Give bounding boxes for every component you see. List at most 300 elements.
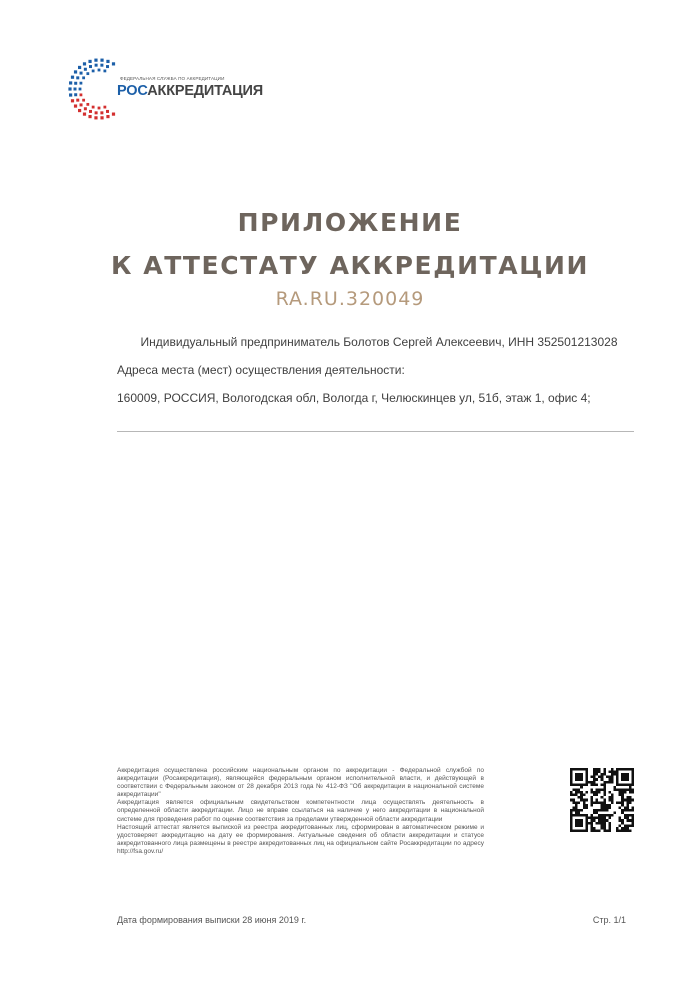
page-number: Стр. 1/1	[592, 915, 626, 925]
qr-module	[621, 809, 624, 812]
qr-module	[596, 783, 599, 786]
qr-module	[619, 817, 622, 820]
qr-module	[606, 809, 609, 812]
qr-module	[598, 791, 601, 794]
emblem-dot	[94, 59, 97, 62]
emblem-dot	[103, 106, 106, 109]
qr-module	[603, 786, 606, 789]
qr-module	[580, 786, 583, 789]
qr-module	[603, 804, 606, 807]
qr-module	[596, 768, 599, 771]
qr-module	[585, 806, 588, 809]
qr-module	[629, 796, 632, 799]
qr-module	[601, 827, 604, 830]
qr-module	[603, 771, 606, 774]
qr-module	[606, 804, 609, 807]
qr-module	[624, 827, 627, 830]
emblem-dot	[69, 81, 72, 84]
qr-module	[614, 812, 617, 815]
qr-module	[624, 799, 627, 802]
qr-module	[606, 814, 609, 817]
emblem-dot	[103, 70, 106, 73]
qr-module	[611, 799, 614, 802]
qr-module	[603, 806, 606, 809]
qr-module	[626, 827, 629, 830]
qr-module	[593, 776, 596, 779]
qr-module	[570, 794, 573, 797]
qr-module	[596, 809, 599, 812]
emblem-dot	[83, 113, 86, 116]
qr-module	[580, 794, 583, 797]
qr-module	[611, 794, 614, 797]
qr-module	[601, 776, 604, 779]
qr-module	[626, 788, 629, 791]
qr-module	[621, 799, 624, 802]
qr-module	[585, 804, 588, 807]
qr-module	[631, 799, 634, 802]
logo-brand-accent: РОС	[117, 83, 148, 99]
qr-module	[629, 824, 632, 827]
emblem-dot	[78, 66, 81, 69]
qr-module	[593, 809, 596, 812]
qr-module	[603, 801, 606, 804]
qr-module	[619, 829, 622, 832]
footer-note-paragraph: Аккредитация является официальным свидетельством компетентности лица осуществлять деятельность в определенной области аккредитации. Лицо не вправе ссылаться на наличие у него аккредитации в национальной системе для проведения работ по оценке соответствия за пределами утвержденной области аккредитации	[117, 799, 484, 823]
qr-module	[601, 824, 604, 827]
qr-module	[590, 783, 593, 786]
extract-date: Дата формирования выписки 28 июня 2019 г.	[117, 915, 307, 925]
qr-module	[603, 822, 606, 825]
qr-module	[580, 799, 583, 802]
qr-module	[626, 809, 629, 812]
qr-module	[616, 829, 619, 832]
qr-module	[601, 788, 604, 791]
qr-module	[606, 781, 609, 784]
qr-module	[603, 783, 606, 786]
qr-module	[575, 801, 578, 804]
qr-module	[624, 817, 627, 820]
qr-module	[583, 794, 586, 797]
organization-name: Индивидуальный предприниматель Болотов Сергей Алексеевич, ИНН 352501213028	[140, 335, 618, 349]
emblem-dot	[84, 68, 87, 71]
qr-module	[603, 788, 606, 791]
qr-module	[608, 778, 611, 781]
qr-module	[575, 773, 583, 781]
qr-module	[596, 822, 599, 825]
qr-module	[601, 814, 604, 817]
qr-module	[611, 781, 614, 784]
qr-module	[614, 771, 617, 774]
qr-module	[575, 804, 578, 807]
emblem-dot	[79, 88, 82, 91]
qr-module	[575, 794, 578, 797]
qr-module	[616, 827, 619, 830]
qr-module	[603, 827, 606, 830]
qr-module	[590, 804, 593, 807]
footer-note-paragraph: Настоящий аттестат является выпиской из реестра аккредитованных лиц, сформирован в автоматическом режиме и удостоверяет аккредитацию на дату ее формирования. Актуальные сведения об области аккредитации и статусе аккредитованного лица размещены в реестре аккредитованных лиц на официальном сайте Росаккредитации по адресу http://fsa.gov.ru/	[117, 823, 484, 855]
qr-module	[583, 801, 586, 804]
emblem-dot	[80, 93, 83, 96]
emblem-dot	[106, 110, 109, 113]
qr-module	[578, 812, 581, 815]
qr-module	[608, 791, 611, 794]
footer-note-paragraph: Аккредитация осуществлена российским национальным органом по аккредитации - Федеральной службой по аккредитации (Росаккредитация), являющейся федеральным органом исполнительной власти, и действующей в соответствии с Федеральным законом от 28 декабря 2013 года № 412-ФЗ "Об аккредитации в национальной системе аккредитации"	[117, 767, 484, 799]
emblem-dot	[82, 76, 85, 79]
qr-module	[573, 801, 576, 804]
qr-module	[608, 814, 611, 817]
qr-module	[596, 829, 599, 832]
qr-module	[631, 788, 634, 791]
emblem-dot	[112, 113, 115, 116]
qr-module	[606, 829, 609, 832]
qr-module	[619, 791, 622, 794]
emblem-dot	[100, 64, 103, 67]
logo-brand-rest: АККРЕДИТАЦИЯ	[147, 83, 263, 99]
qr-module	[611, 768, 614, 771]
emblem-dot	[78, 109, 81, 112]
qr-module	[631, 814, 634, 817]
qr-module	[598, 822, 601, 825]
emblem-dot	[106, 65, 109, 68]
qr-module	[570, 809, 573, 812]
qr-module	[575, 788, 578, 791]
qr-module	[624, 824, 627, 827]
qr-code-icon	[570, 768, 634, 832]
qr-module	[629, 801, 632, 804]
qr-module	[573, 809, 576, 812]
qr-module	[590, 824, 593, 827]
qr-module	[631, 791, 634, 794]
qr-module	[593, 817, 596, 820]
qr-module	[608, 822, 611, 825]
qr-module	[626, 819, 629, 822]
qr-module	[603, 824, 606, 827]
qr-module	[629, 814, 632, 817]
qr-module	[603, 829, 606, 832]
qr-module	[593, 791, 596, 794]
qr-module	[578, 809, 581, 812]
emblem-dot	[92, 70, 95, 73]
qr-module	[624, 791, 627, 794]
qr-module	[608, 796, 611, 799]
qr-module	[580, 809, 583, 812]
qr-module	[608, 799, 611, 802]
qr-module	[601, 783, 604, 786]
qr-module	[611, 771, 614, 774]
qr-module	[611, 814, 614, 817]
qr-module	[575, 791, 578, 794]
qr-module	[575, 819, 583, 827]
emblem-dot	[82, 99, 85, 102]
qr-module	[593, 794, 596, 797]
qr-module	[603, 817, 606, 820]
qr-module	[608, 824, 611, 827]
emblem-dot	[74, 104, 77, 107]
qr-module	[601, 804, 604, 807]
qr-module	[598, 776, 601, 779]
emblem-dot	[80, 103, 83, 106]
emblem-dot	[88, 115, 91, 118]
qr-module	[619, 801, 622, 804]
document-title-line2: К АТТЕСТАТУ АККРЕДИТАЦИИ	[110, 251, 590, 280]
qr-module	[596, 791, 599, 794]
qr-module	[603, 791, 606, 794]
qr-module	[621, 773, 629, 781]
emblem-dot	[100, 59, 103, 62]
qr-module	[621, 804, 624, 807]
qr-module	[585, 791, 588, 794]
qr-module	[590, 788, 593, 791]
logo-brand	[117, 83, 263, 99]
qr-module	[598, 801, 601, 804]
qr-module	[629, 819, 632, 822]
qr-module	[593, 768, 596, 771]
qr-module	[590, 791, 593, 794]
qr-module	[590, 827, 593, 830]
qr-module	[619, 824, 622, 827]
divider	[117, 431, 634, 432]
qr-module	[590, 799, 593, 802]
emblem-dot	[80, 82, 83, 85]
qr-module	[626, 824, 629, 827]
qr-module	[590, 819, 593, 822]
qr-module	[583, 806, 586, 809]
emblem-dot	[94, 116, 97, 119]
qr-module	[593, 781, 596, 784]
qr-module	[611, 801, 614, 804]
qr-module	[601, 822, 604, 825]
qr-module	[596, 773, 599, 776]
qr-module	[593, 773, 596, 776]
emblem-dot	[89, 65, 92, 68]
emblem-dot	[95, 64, 98, 67]
emblem-dot	[89, 110, 92, 113]
qr-module	[596, 817, 599, 820]
emblem-dot	[106, 60, 109, 63]
qr-module	[573, 794, 576, 797]
qr-module	[575, 806, 578, 809]
emblem-dot	[86, 72, 89, 75]
qr-module	[631, 819, 634, 822]
qr-module	[598, 819, 601, 822]
qr-module	[603, 799, 606, 802]
qr-module	[593, 829, 596, 832]
qr-module	[621, 796, 624, 799]
qr-module	[614, 773, 617, 776]
emblem-dot	[74, 70, 77, 73]
qr-module	[575, 812, 578, 815]
qr-module	[611, 778, 614, 781]
qr-module	[631, 824, 634, 827]
qr-module	[626, 829, 629, 832]
qr-module	[619, 794, 622, 797]
qr-module	[570, 799, 573, 802]
qr-module	[601, 796, 604, 799]
qr-module	[590, 822, 593, 825]
qr-module	[578, 791, 581, 794]
emblem-dot	[112, 62, 115, 65]
emblem-dot	[95, 111, 98, 114]
qr-module	[590, 814, 593, 817]
qr-module	[601, 778, 604, 781]
logo-subtitle: ФЕДЕРАЛЬНАЯ СЛУЖБА ПО АККРЕДИТАЦИИ	[120, 76, 225, 81]
qr-module	[598, 768, 601, 771]
qr-module	[603, 809, 606, 812]
qr-module	[621, 827, 624, 830]
qr-module	[578, 796, 581, 799]
qr-module	[626, 804, 629, 807]
qr-module	[603, 781, 606, 784]
emblem-dot	[80, 72, 83, 75]
qr-module	[626, 799, 629, 802]
qr-module	[601, 809, 604, 812]
emblem-dot	[100, 111, 103, 114]
qr-module	[629, 791, 632, 794]
emblem-dot	[69, 93, 72, 96]
qr-module	[616, 788, 619, 791]
emblem-dot	[92, 106, 95, 109]
qr-module	[608, 827, 611, 830]
qr-module	[631, 817, 634, 820]
qr-module	[611, 796, 614, 799]
qr-module	[580, 791, 583, 794]
qr-module	[598, 788, 601, 791]
qr-module	[603, 768, 606, 771]
emblem-dot	[74, 88, 77, 91]
emblem-dot	[76, 76, 79, 79]
qr-module	[608, 804, 611, 807]
qr-module	[614, 788, 617, 791]
qr-module	[608, 771, 611, 774]
qr-module	[596, 778, 599, 781]
emblem-dot	[106, 115, 109, 118]
qr-module	[614, 786, 617, 789]
emblem-dot	[98, 69, 101, 72]
qr-module	[593, 819, 596, 822]
qr-module	[608, 806, 611, 809]
qr-module	[590, 796, 593, 799]
qr-module	[611, 773, 614, 776]
qr-module	[573, 788, 576, 791]
qr-module	[601, 819, 604, 822]
qr-module	[629, 799, 632, 802]
qr-module	[603, 794, 606, 797]
emblem-dot	[98, 107, 101, 110]
qr-module	[621, 801, 624, 804]
emblem-dot	[71, 99, 74, 102]
qr-module	[601, 817, 604, 820]
qr-module	[601, 773, 604, 776]
qr-module	[601, 806, 604, 809]
qr-module	[629, 788, 632, 791]
qr-module	[624, 809, 627, 812]
qr-module	[629, 829, 632, 832]
qr-module	[596, 788, 599, 791]
qr-module	[598, 771, 601, 774]
qr-module	[621, 829, 624, 832]
qr-module	[570, 791, 573, 794]
qr-module	[606, 806, 609, 809]
qr-module	[596, 812, 599, 815]
qr-module	[608, 781, 611, 784]
rosaccreditation-logo	[66, 56, 263, 126]
qr-module	[598, 829, 601, 832]
address-label: Адреса места (мест) осуществления деятельности:	[117, 363, 405, 377]
qr-module	[573, 799, 576, 802]
qr-module	[626, 817, 629, 820]
qr-module	[603, 773, 606, 776]
qr-module	[621, 812, 624, 815]
qr-module	[624, 806, 627, 809]
qr-module	[631, 822, 634, 825]
qr-module	[624, 814, 627, 817]
qr-module	[598, 817, 601, 820]
qr-module	[590, 829, 593, 832]
qr-module	[585, 799, 588, 802]
qr-module	[593, 778, 596, 781]
qr-module	[590, 781, 593, 784]
accreditation-number: RA.RU.320049	[275, 288, 425, 310]
emblem-dot	[83, 62, 86, 65]
qr-module	[596, 771, 599, 774]
emblem-dot	[74, 93, 77, 96]
qr-module	[608, 829, 611, 832]
emblem-dot	[76, 99, 79, 102]
qr-module	[578, 801, 581, 804]
qr-module	[593, 783, 596, 786]
qr-module	[621, 822, 624, 825]
qr-module	[596, 799, 599, 802]
qr-module	[588, 817, 591, 820]
qr-module	[593, 771, 596, 774]
qr-module	[570, 812, 573, 815]
qr-module	[590, 801, 593, 804]
qr-module	[593, 827, 596, 830]
qr-module	[593, 801, 596, 804]
qr-module	[575, 809, 578, 812]
qr-module	[616, 801, 619, 804]
qr-module	[611, 776, 614, 779]
qr-module	[603, 814, 606, 817]
qr-module	[624, 829, 627, 832]
qr-module	[619, 806, 622, 809]
qr-module	[621, 819, 624, 822]
qr-module	[608, 817, 611, 820]
qr-module	[608, 776, 611, 779]
qr-module	[629, 786, 632, 789]
qr-module	[619, 819, 622, 822]
qr-module	[598, 809, 601, 812]
qr-module	[593, 812, 596, 815]
qr-module	[626, 801, 629, 804]
qr-module	[583, 799, 586, 802]
emblem-dot	[84, 107, 87, 110]
qr-module	[573, 806, 576, 809]
qr-module	[624, 788, 627, 791]
footer-legal-note	[117, 767, 484, 856]
address-value: 160009, РОССИЯ, Вологодская обл, Вологда г, Челюскинцев ул, 51б, этаж 1, офис 4;	[117, 391, 591, 405]
qr-module	[590, 776, 593, 779]
emblem-dot	[71, 76, 74, 79]
document-title-line1: ПРИЛОЖЕНИЕ	[237, 208, 463, 237]
qr-module	[626, 796, 629, 799]
qr-module	[619, 788, 622, 791]
qr-module	[580, 796, 583, 799]
qr-module	[631, 809, 634, 812]
qr-module	[578, 788, 581, 791]
qr-module	[598, 814, 601, 817]
qr-module	[631, 806, 634, 809]
